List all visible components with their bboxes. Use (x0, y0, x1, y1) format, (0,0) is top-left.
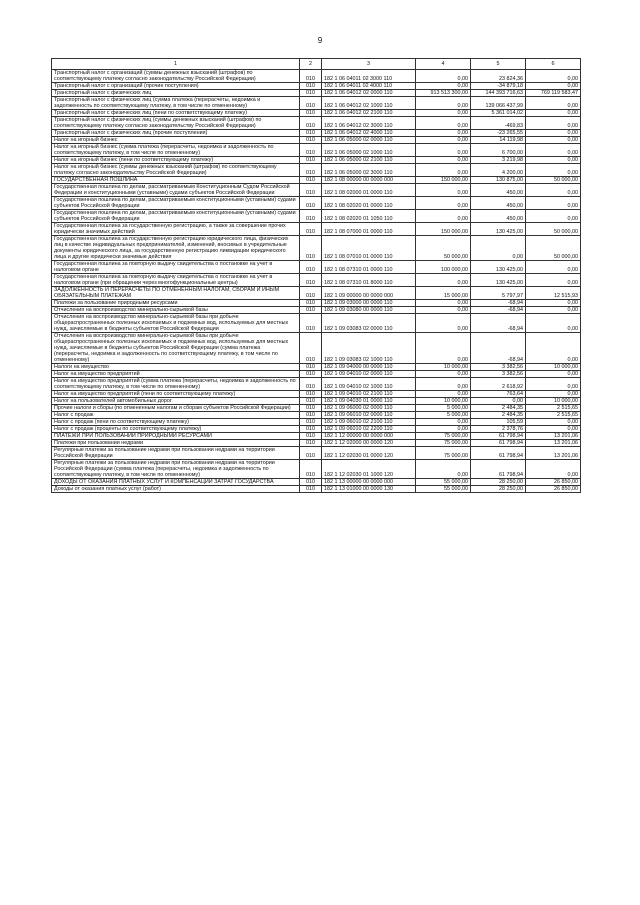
table-row (52, 83, 581, 90)
table-row (52, 177, 581, 184)
table-row (52, 440, 581, 447)
row-plan-cell: 0,00 (416, 130, 471, 137)
table-row (52, 300, 581, 307)
row-name-cell: Государственная пошлина по делам, рассматриваемым Конституционным Судом Российской Федерации и конституционными (уставными) судами субъектов Российской Федерации (52, 184, 300, 197)
row-plan-cell: 0,00 (416, 274, 471, 287)
row-kbk-cell: 182 1 08 07310 01 0000 110 (322, 261, 416, 274)
row-executed-cell: 5 361 014,02 (471, 110, 526, 117)
row-executed-cell: 130 425,00 (471, 274, 526, 287)
row-unexecuted-cell: 26 850,00 (526, 486, 581, 493)
row-name-cell: Отчисления на воспроизводство минерально-сырьевой базы при добыче общераспространенных полезных ископаемых и подземных вод, используемых для местных нужд, зачисляемые в бюджеты субъектов Российской Федерации (52, 314, 300, 333)
row-kbk-cell: 182 1 09 04010 02 2100 110 (322, 391, 416, 398)
row-unexecuted-cell: 0,00 (526, 144, 581, 157)
row-executed-cell: 3 382,56 (471, 364, 526, 371)
row-executed-cell: 0,00 (471, 236, 526, 261)
row-unexecuted-cell: 0,00 (526, 300, 581, 307)
row-name-cell: Регулярные платежи за пользование недрами при пользовании недрами на территории Российской Федерации (52, 447, 300, 460)
row-name-cell: Отчисления на воспроизводство минерально-сырьевой базы при добыче общераспространенных полезных ископаемых и подземных вод, используемых для местных нужд, зачисляемые в бюджеты субъектов Российской Федерации (сумма платежа (перерасчеты, недоимка и задолженность по соответствующему платежу, в том числе по отмененному) (52, 333, 300, 364)
table-row (52, 97, 581, 110)
row-plan-cell: 150 000,00 (416, 177, 471, 184)
row-code-cell: 010 (300, 164, 322, 177)
row-code-cell: 010 (300, 184, 322, 197)
row-unexecuted-cell: 0,00 (526, 164, 581, 177)
row-kbk-cell: 182 1 08 07310 01 8000 110 (322, 274, 416, 287)
row-plan-cell: 10 000,00 (416, 364, 471, 371)
row-executed-cell: 450,00 (471, 210, 526, 223)
row-name-cell: Налог с продаж (52, 412, 300, 419)
row-code-cell: 010 (300, 117, 322, 130)
row-unexecuted-cell: 0,00 (526, 419, 581, 426)
table-row (52, 433, 581, 440)
row-code-cell: 010 (300, 307, 322, 314)
row-unexecuted-cell: 0,00 (526, 274, 581, 287)
row-plan-cell: 55 000,00 (416, 479, 471, 486)
row-code-cell: 010 (300, 197, 322, 210)
table-row (52, 287, 581, 300)
row-kbk-cell: 182 1 09 06010 02 2100 110 (322, 419, 416, 426)
row-plan-cell: 0,00 (416, 83, 471, 90)
row-name-cell: Регулярные платежи за пользование недрами при пользовании недрами на территории Российской Федерации (сумма платежа (перерасчеты, недоимка и задолженность по соответствующему платежу, в том числе по отмененному) (52, 460, 300, 479)
row-name-cell: Налог на имущество предприятий (52, 371, 300, 378)
row-name-cell: Налог на игорный бизнес (пени по соответствующему платежу) (52, 157, 300, 164)
page-number: 9 (317, 36, 323, 45)
row-name-cell: Транспортный налог с организаций (суммы денежных взысканий (штрафов) по соответствующему платежу согласно законодательству Российской Федерации) (52, 70, 300, 83)
row-unexecuted-cell: 769 119 583,47 (526, 90, 581, 97)
row-unexecuted-cell: 0,00 (526, 391, 581, 398)
row-kbk-cell: 182 1 09 06010 02 0000 110 (322, 412, 416, 419)
row-plan-cell: 0,00 (416, 391, 471, 398)
table-row (52, 486, 581, 493)
row-executed-cell: 61 798,94 (471, 460, 526, 479)
row-plan-cell: 50 000,00 (416, 236, 471, 261)
row-unexecuted-cell: 0,00 (526, 117, 581, 130)
row-executed-cell: -469,83 (471, 117, 526, 130)
row-plan-cell: 75 000,00 (416, 433, 471, 440)
table-row (52, 137, 581, 144)
row-kbk-cell: 182 1 12 02030 01 1000 120 (322, 460, 416, 479)
row-executed-cell: 2 618,92 (471, 378, 526, 391)
row-executed-cell: 2 484,35 (471, 405, 526, 412)
row-unexecuted-cell: 10 000,00 (526, 364, 581, 371)
row-name-cell: Налог на игорный бизнес (52, 137, 300, 144)
row-unexecuted-cell: 0,00 (526, 130, 581, 137)
table-row (52, 70, 581, 83)
row-kbk-cell: 182 1 06 05000 02 0000 110 (322, 137, 416, 144)
row-plan-cell: 100 000,00 (416, 261, 471, 274)
row-kbk-cell: 182 1 09 03083 02 1000 110 (322, 333, 416, 364)
row-name-cell: Платежи за пользование природными ресурсами (52, 300, 300, 307)
row-executed-cell: 130 425,00 (471, 261, 526, 274)
table-row (52, 479, 581, 486)
row-unexecuted-cell: 50 000,00 (526, 223, 581, 236)
row-code-cell: 010 (300, 405, 322, 412)
row-kbk-cell: 182 1 12 00000 00 0000 000 (322, 433, 416, 440)
table-row (52, 164, 581, 177)
row-plan-cell: 5 000,00 (416, 405, 471, 412)
row-unexecuted-cell: 0,00 (526, 426, 581, 433)
row-kbk-cell: 182 1 09 03080 00 0000 110 (322, 307, 416, 314)
row-code-cell: 010 (300, 223, 322, 236)
row-kbk-cell: 182 1 06 05000 02 3000 110 (322, 164, 416, 177)
row-plan-cell: 75 000,00 (416, 447, 471, 460)
row-executed-cell: 763,64 (471, 391, 526, 398)
row-name-cell: Налог на игорный бизнес (суммы денежных взысканий (штрафов) по соответствующему платежу согласно законодательству Российской Федерации) (52, 164, 300, 177)
row-name-cell: Транспортный налог с физических лиц (52, 90, 300, 97)
row-kbk-cell: 182 1 13 01000 00 0000 130 (322, 486, 416, 493)
row-name-cell: Налог на игорный бизнес (сумма платежа (перерасчеты, недоимка и задолженность по соответствующему платежу, в том числе по отмененному) (52, 144, 300, 157)
table-row (52, 378, 581, 391)
row-plan-cell: 0,00 (416, 110, 471, 117)
row-code-cell: 010 (300, 157, 322, 164)
row-unexecuted-cell: 12 515,93 (526, 287, 581, 300)
table-row (52, 412, 581, 419)
row-kbk-cell: 182 1 09 06010 02 2200 110 (322, 426, 416, 433)
column-header: 3 (322, 59, 416, 70)
row-name-cell: Налог на имущество предприятий (сумма платежа (перерасчеты, недоимка и задолженность по соответствующему платежу, в том числе по отмененному) (52, 378, 300, 391)
row-unexecuted-cell: 0,00 (526, 110, 581, 117)
table-row (52, 333, 581, 364)
row-executed-cell: 23 824,36 (471, 70, 526, 83)
row-unexecuted-cell: 50 000,00 (526, 177, 581, 184)
row-code-cell: 010 (300, 460, 322, 479)
row-name-cell: Отчисления на воспроизводство минерально-сырьевой базы (52, 307, 300, 314)
row-code-cell: 010 (300, 90, 322, 97)
row-plan-cell: 0,00 (416, 300, 471, 307)
row-unexecuted-cell: 10 000,00 (526, 398, 581, 405)
row-code-cell: 010 (300, 412, 322, 419)
row-kbk-cell: 182 1 09 03000 00 0000 110 (322, 300, 416, 307)
row-kbk-cell: 182 1 13 00000 00 0000 000 (322, 479, 416, 486)
row-unexecuted-cell: 0,00 (526, 371, 581, 378)
row-code-cell: 010 (300, 210, 322, 223)
row-kbk-cell: 182 1 12 02030 01 0000 120 (322, 447, 416, 460)
row-kbk-cell: 182 1 08 07000 01 0000 110 (322, 223, 416, 236)
row-plan-cell: 0,00 (416, 426, 471, 433)
row-name-cell: Государственная пошлина по делам, рассматриваемым конституционными (уставными) судами субъектов Российской Федерации (52, 210, 300, 223)
row-plan-cell: 150 000,00 (416, 223, 471, 236)
row-code-cell: 010 (300, 426, 322, 433)
row-plan-cell: 0,00 (416, 378, 471, 391)
row-name-cell: Налог на пользователей автомобильных дорог (52, 398, 300, 405)
row-code-cell: 010 (300, 261, 322, 274)
row-name-cell: Налоги на имущество (52, 364, 300, 371)
row-code-cell: 010 (300, 130, 322, 137)
row-name-cell: ДОХОДЫ ОТ ОКАЗАНИЯ ПЛАТНЫХ УСЛУГ И КОМПЕНСАЦИИ ЗАТРАТ ГОСУДАРСТВА (52, 479, 300, 486)
row-kbk-cell: 182 1 08 02020 01 1050 110 (322, 210, 416, 223)
row-executed-cell: -68,94 (471, 300, 526, 307)
row-executed-cell: 4 200,00 (471, 164, 526, 177)
row-kbk-cell: 182 1 08 02000 01 0000 110 (322, 184, 416, 197)
row-name-cell: Государственная пошлина за государственную регистрацию юридического лица, физических лиц в качестве индивидуальных предпринимателей, изменений, вносимых в учредительные документы юридического лица, за государственную регистрацию ликвидации юридического лица и другие юридически значимые действия (52, 236, 300, 261)
row-name-cell: Транспортный налог с физических лиц (сумма платежа (перерасчеты, недоимка и задолженность по соответствующему платежу, в том числе по отмененному) (52, 97, 300, 110)
row-kbk-cell: 182 1 06 04012 02 3000 110 (322, 117, 416, 130)
row-code-cell: 010 (300, 137, 322, 144)
row-plan-cell: 0,00 (416, 70, 471, 83)
row-executed-cell: 6 700,00 (471, 144, 526, 157)
row-plan-cell: 75 000,00 (416, 440, 471, 447)
row-code-cell: 010 (300, 378, 322, 391)
row-code-cell: 010 (300, 391, 322, 398)
row-executed-cell: 0,00 (471, 398, 526, 405)
table-row (52, 460, 581, 479)
row-code-cell: 010 (300, 440, 322, 447)
column-header: 1 (52, 59, 300, 70)
row-name-cell: ЗАДОЛЖЕННОСТЬ И ПЕРЕРАСЧЕТЫ ПО ОТМЕНЕННЫМ НАЛОГАМ, СБОРАМ И ИНЫМ ОБЯЗАТЕЛЬНЫМ ПЛАТЕЖАМ (52, 287, 300, 300)
table-row (52, 314, 581, 333)
row-code-cell: 010 (300, 364, 322, 371)
row-executed-cell: 105,59 (471, 419, 526, 426)
row-kbk-cell: 182 1 06 04012 02 0000 110 (322, 90, 416, 97)
row-plan-cell: 0,00 (416, 460, 471, 479)
table-row (52, 184, 581, 197)
column-header: 2 (300, 59, 322, 70)
table-header-row (52, 59, 581, 70)
row-code-cell: 010 (300, 486, 322, 493)
row-plan-cell: 0,00 (416, 184, 471, 197)
row-name-cell: Транспортный налог с организаций (прочие поступления) (52, 83, 300, 90)
table-row (52, 307, 581, 314)
row-executed-cell: 450,00 (471, 197, 526, 210)
row-name-cell: Налог с продаж (пени по соответствующему платежу) (52, 419, 300, 426)
row-code-cell: 010 (300, 83, 322, 90)
row-executed-cell: 14 119,98 (471, 137, 526, 144)
row-executed-cell: 130 875,00 (471, 177, 526, 184)
row-code-cell: 010 (300, 97, 322, 110)
table-row (52, 117, 581, 130)
table-row (52, 130, 581, 137)
row-executed-cell: 2 484,35 (471, 412, 526, 419)
row-executed-cell: 3 382,56 (471, 371, 526, 378)
row-code-cell: 010 (300, 177, 322, 184)
row-unexecuted-cell: 2 515,65 (526, 412, 581, 419)
row-plan-cell: 0,00 (416, 210, 471, 223)
row-unexecuted-cell: 0,00 (526, 210, 581, 223)
table-row (52, 144, 581, 157)
row-name-cell: Платежи при пользовании недрами (52, 440, 300, 447)
table-row (52, 223, 581, 236)
row-unexecuted-cell: 0,00 (526, 307, 581, 314)
row-unexecuted-cell: 0,00 (526, 83, 581, 90)
table-row (52, 391, 581, 398)
row-unexecuted-cell: 0,00 (526, 333, 581, 364)
row-name-cell: Транспортный налог с физических лиц (прочие поступления) (52, 130, 300, 137)
row-executed-cell: 139 066 437,99 (471, 97, 526, 110)
row-executed-cell: 61 798,94 (471, 440, 526, 447)
table-row (52, 261, 581, 274)
row-kbk-cell: 182 1 08 07010 01 0000 110 (322, 236, 416, 261)
row-unexecuted-cell: 2 515,65 (526, 405, 581, 412)
row-plan-cell: 55 000,00 (416, 486, 471, 493)
row-executed-cell: 61 798,94 (471, 433, 526, 440)
row-plan-cell: 0,00 (416, 307, 471, 314)
row-unexecuted-cell: 13 201,06 (526, 433, 581, 440)
column-header: 6 (526, 59, 581, 70)
row-executed-cell: -23 265,55 (471, 130, 526, 137)
row-name-cell: Транспортный налог с физических лиц (пени по соответствующему платежу) (52, 110, 300, 117)
row-kbk-cell: 182 1 06 05000 02 1000 110 (322, 144, 416, 157)
row-kbk-cell: 182 1 06 05000 02 2100 110 (322, 157, 416, 164)
table-row (52, 274, 581, 287)
table-row (52, 419, 581, 426)
row-code-cell: 010 (300, 274, 322, 287)
row-name-cell: Государственная пошлина за повторную выдачу свидетельства о постановке на учет в налоговом органе (при обращении через многофункциональные центры) (52, 274, 300, 287)
row-plan-cell: 10 000,00 (416, 398, 471, 405)
row-plan-cell: 0,00 (416, 157, 471, 164)
table-row (52, 447, 581, 460)
row-executed-cell: -34 879,18 (471, 83, 526, 90)
row-kbk-cell: 182 1 09 03083 02 0000 110 (322, 314, 416, 333)
row-executed-cell: 144 393 716,63 (471, 90, 526, 97)
row-executed-cell: 61 798,94 (471, 447, 526, 460)
row-plan-cell: 0,00 (416, 419, 471, 426)
row-kbk-cell: 182 1 08 02020 01 0000 110 (322, 197, 416, 210)
row-name-cell: ГОСУДАРСТВЕННАЯ ПОШЛИНА (52, 177, 300, 184)
row-unexecuted-cell: 0,00 (526, 184, 581, 197)
row-unexecuted-cell: 0,00 (526, 378, 581, 391)
row-unexecuted-cell: 0,00 (526, 197, 581, 210)
row-kbk-cell: 182 1 08 00000 00 0000 000 (322, 177, 416, 184)
row-executed-cell: 130 425,00 (471, 223, 526, 236)
row-name-cell: Транспортный налог с физических лиц (суммы денежных взысканий (штрафов) по соответствующему платежу согласно законодательству Российской Федерации) (52, 117, 300, 130)
row-plan-cell: 0,00 (416, 97, 471, 110)
budget-execution-table (51, 58, 581, 493)
table-row (52, 236, 581, 261)
row-name-cell: ПЛАТЕЖИ ПРИ ПОЛЬЗОВАНИИ ПРИРОДНЫМИ РЕСУРСАМИ (52, 433, 300, 440)
row-plan-cell: 0,00 (416, 164, 471, 177)
row-kbk-cell: 182 1 09 04000 00 0000 110 (322, 364, 416, 371)
row-plan-cell: 0,00 (416, 117, 471, 130)
row-kbk-cell: 182 1 06 04012 02 1000 110 (322, 97, 416, 110)
row-name-cell: Доходы от оказания платных услуг (работ) (52, 486, 300, 493)
row-plan-cell: 0,00 (416, 144, 471, 157)
row-code-cell: 010 (300, 300, 322, 307)
row-kbk-cell: 182 1 06 04011 02 3000 110 (322, 70, 416, 83)
row-unexecuted-cell: 0,00 (526, 460, 581, 479)
row-unexecuted-cell: 26 850,00 (526, 479, 581, 486)
table-row (52, 110, 581, 117)
row-name-cell: Налог с продаж (проценты по соответствующему платежу) (52, 426, 300, 433)
table-row (52, 90, 581, 97)
row-kbk-cell: 182 1 12 02000 00 0000 120 (322, 440, 416, 447)
row-code-cell: 010 (300, 479, 322, 486)
table-row (52, 157, 581, 164)
row-plan-cell: 913 513 300,00 (416, 90, 471, 97)
row-unexecuted-cell: 0,00 (526, 137, 581, 144)
row-code-cell: 010 (300, 398, 322, 405)
row-executed-cell: 3 219,98 (471, 157, 526, 164)
row-name-cell: Налог на имущество предприятий (пени по соответствующему платежу) (52, 391, 300, 398)
row-executed-cell: 450,00 (471, 184, 526, 197)
row-plan-cell: 0,00 (416, 314, 471, 333)
row-plan-cell: 0,00 (416, 333, 471, 364)
column-header: 5 (471, 59, 526, 70)
row-code-cell: 010 (300, 287, 322, 300)
row-code-cell: 010 (300, 314, 322, 333)
row-executed-cell: -68,94 (471, 314, 526, 333)
row-code-cell: 010 (300, 371, 322, 378)
column-header: 4 (416, 59, 471, 70)
row-code-cell: 010 (300, 144, 322, 157)
row-kbk-cell: 182 1 09 00000 00 0000 000 (322, 287, 416, 300)
row-executed-cell: 5 797,97 (471, 287, 526, 300)
row-unexecuted-cell: 0,00 (526, 97, 581, 110)
row-plan-cell: 0,00 (416, 197, 471, 210)
row-code-cell: 010 (300, 433, 322, 440)
row-name-cell: Государственная пошлина за государственную регистрацию, а также за совершение прочих юридически значимых действий (52, 223, 300, 236)
row-unexecuted-cell: 13 201,06 (526, 447, 581, 460)
row-plan-cell: 5 000,00 (416, 412, 471, 419)
row-name-cell: Государственная пошлина за повторную выдачу свидетельства о постановке на учет в налоговом органе (52, 261, 300, 274)
row-unexecuted-cell: 0,00 (526, 261, 581, 274)
row-plan-cell: 0,00 (416, 371, 471, 378)
row-plan-cell: 0,00 (416, 137, 471, 144)
row-unexecuted-cell: 50 000,00 (526, 236, 581, 261)
row-executed-cell: -68,94 (471, 307, 526, 314)
table-row (52, 197, 581, 210)
table-row (52, 398, 581, 405)
row-code-cell: 010 (300, 236, 322, 261)
row-unexecuted-cell: 13 201,06 (526, 440, 581, 447)
row-kbk-cell: 182 1 06 04012 02 4000 110 (322, 130, 416, 137)
row-kbk-cell: 182 1 09 06000 02 0000 110 (322, 405, 416, 412)
row-name-cell: Государственная пошлина по делам, рассматриваемым конституционными (уставными) судами субъектов Российской Федерации (52, 197, 300, 210)
row-executed-cell: 28 250,00 (471, 479, 526, 486)
row-code-cell: 010 (300, 70, 322, 83)
row-kbk-cell: 182 1 06 04012 02 2100 110 (322, 110, 416, 117)
table-row (52, 426, 581, 433)
row-kbk-cell: 182 1 09 04010 02 1000 110 (322, 378, 416, 391)
row-kbk-cell: 182 1 06 04011 02 4000 110 (322, 83, 416, 90)
row-executed-cell: 28 250,00 (471, 486, 526, 493)
row-unexecuted-cell: 0,00 (526, 157, 581, 164)
row-code-cell: 010 (300, 419, 322, 426)
table-row (52, 210, 581, 223)
row-name-cell: Прочие налоги и сборы (по отмененным налогам и сборам субъектов Российской Федерации) (52, 405, 300, 412)
row-code-cell: 010 (300, 333, 322, 364)
table-row (52, 405, 581, 412)
row-code-cell: 010 (300, 447, 322, 460)
table-row (52, 371, 581, 378)
row-unexecuted-cell: 0,00 (526, 70, 581, 83)
row-plan-cell: 15 000,00 (416, 287, 471, 300)
row-unexecuted-cell: 0,00 (526, 314, 581, 333)
row-kbk-cell: 182 1 09 04010 02 0000 110 (322, 371, 416, 378)
row-kbk-cell: 182 1 09 04030 01 0000 110 (322, 398, 416, 405)
row-code-cell: 010 (300, 110, 322, 117)
row-executed-cell: -68,94 (471, 333, 526, 364)
table-row (52, 364, 581, 371)
row-executed-cell: 2 378,76 (471, 426, 526, 433)
